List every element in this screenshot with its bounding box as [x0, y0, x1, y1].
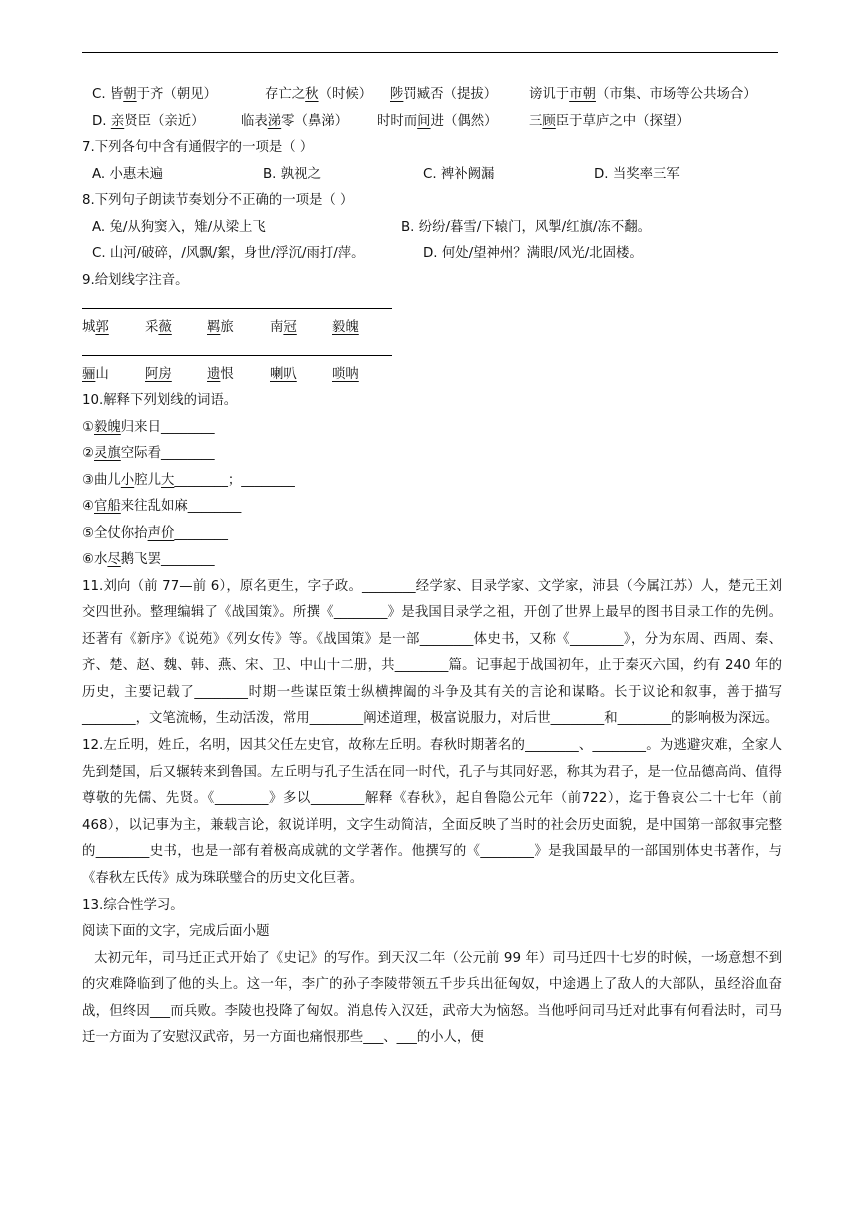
q9-blank-line-1[interactable] — [82, 308, 392, 309]
q7-options — [92, 162, 792, 189]
q7-stem-text: 7.下列各句中含有通假字的一项是（ ） — [82, 140, 314, 155]
q9-word-2 — [145, 314, 172, 341]
q6c-item-2-gloss: （时候） — [318, 87, 373, 102]
q9-answer-blanks-1 — [82, 294, 782, 314]
q13-stem-text: 13.综合性学习。 — [82, 897, 184, 913]
q6-option-d — [92, 109, 792, 136]
q10-item-5 — [82, 521, 782, 548]
q10-item-5-underlined: 声价 — [147, 525, 175, 541]
q10-item-1-num: ① — [82, 419, 95, 435]
q6c-item-3 — [390, 82, 497, 109]
q10-item-6 — [82, 547, 782, 574]
q9-word-2-pre: 采 — [145, 320, 159, 335]
q6d-item-1-underlined: 亲 — [110, 113, 125, 129]
q9-blank-line-2[interactable] — [82, 355, 392, 356]
q6d-item-1 — [92, 109, 205, 136]
q6d-label: D. — [92, 113, 111, 129]
q10-item-3-underlined-1: 小 — [120, 472, 135, 488]
q7-option-a[interactable]: A. 小惠未遍 — [92, 166, 163, 182]
q7-option-c[interactable]: C. 裨补阙漏 — [423, 166, 495, 182]
q10-item-4-rest[interactable]: 来往乱如麻________ — [120, 499, 242, 514]
q10-item-5-pre: 全仗你抬 — [94, 525, 148, 541]
q8-option-d[interactable]: D. 何处/望神州？满眼/风光/北固楼。 — [423, 246, 643, 261]
q8-option-b[interactable]: B. 纷纷/暮雪/下辕门，风掣/红旗/冻不翻。 — [401, 219, 651, 235]
q10-item-4-num: ④ — [82, 499, 95, 514]
q6c-item-4 — [529, 82, 757, 109]
q10-item-2-underlined: 灵旗 — [94, 446, 121, 461]
q9-stem-text: 9.给划线字注音。 — [82, 272, 189, 288]
q9-answer-blanks-2 — [82, 341, 782, 361]
q9-word-1-underlined: 郭 — [95, 320, 109, 335]
q6c-item-3-gloss: 罚臧否（提拔） — [403, 87, 498, 102]
q8-stem — [82, 188, 782, 215]
q9-word-3-post: 旅 — [220, 320, 234, 335]
q7-option-d[interactable]: D. 当奖率三军 — [594, 166, 680, 182]
q6d-item-2 — [241, 109, 348, 136]
q10-item-2 — [82, 441, 782, 468]
q10-item-5-num: ⑤ — [82, 525, 95, 541]
q6c-item-1-gloss: 于齐（朝见） — [136, 87, 217, 102]
q10-stem — [82, 388, 782, 415]
q10-item-1-rest[interactable]: 归来日________ — [120, 419, 215, 435]
worksheet-page — [82, 82, 782, 1052]
q9-word-9-underlined: 喇叭 — [270, 367, 297, 382]
q6c-item-1-underlined: 朝 — [123, 87, 137, 102]
q11-text: 11.刘向（前 77—前 6），原名更生，字子政。________经学家、目录学家、文学家，沛县（今属江苏）人，楚元王刘交四世孙。整理编辑了《战国策》。所撰《________》是我国目录学之祖，开创了世界上最早的图书目录工作的先例。还著有《新序》《说苑》《列女传》等。《战国策》是一部________体史书，又称《________》，分为东周、西周、秦、齐、楚、赵、魏、韩、燕、宋、卫、中山十二册，共________篇。记事起于战国初年，止于秦灭六国，约有 240 年的历史，主要记载了________时期一些谋臣策士纵横捭阖的斗争及其有关的言论和谋略。长于议论和叙事，善于描写________，文笔流畅，生动活泼，常用________阐述道理，极富说服力，对后世________和________的影响极为深远。 — [82, 578, 782, 727]
q8-stem-text: 8.下列句子朗读节奏划分不正确的一项是（ ） — [82, 193, 354, 208]
q6c-item-2-underlined: 秋 — [305, 87, 319, 102]
q9-word-3-underlined: 羁 — [207, 320, 221, 335]
q10-item-3-rest[interactable]: ________；________ — [174, 472, 295, 488]
q8-options-row-1 — [92, 215, 792, 242]
q10-item-6-underlined: 尽 — [107, 552, 121, 567]
q6c-label: C. 皆 — [92, 87, 124, 102]
q9-row-2 — [82, 361, 782, 388]
q6d-item-4-underlined: 顾 — [542, 113, 556, 129]
q10-item-5-rest[interactable]: ________ — [174, 525, 228, 541]
q6d-item-4 — [529, 109, 690, 136]
q13-instruction-text: 阅读下面的文字，完成后面小题 — [82, 924, 270, 940]
q6d-item-1-gloss: 贤臣（亲近） — [124, 113, 205, 129]
q10-item-2-rest[interactable]: 空际看________ — [120, 446, 215, 461]
q6d-item-3-underlined: 间 — [417, 113, 431, 129]
q9-word-8-underlined: 遗 — [207, 367, 221, 382]
q6d-item-3-gloss: 进（偶然） — [430, 113, 498, 129]
q8-options-row-2 — [92, 241, 792, 268]
q6d-item-2-gloss: 零（鼻涕） — [281, 113, 349, 129]
q10-item-1-underlined: 毅魄 — [94, 419, 121, 435]
q6d-item-2-underlined: 涕 — [267, 113, 282, 129]
q9-stem — [82, 268, 782, 295]
q9-word-10-underlined: 唢呐 — [332, 367, 359, 382]
q6c-item-4-pre: 谤讥于 — [529, 87, 570, 102]
q9-word-8 — [207, 361, 234, 388]
q9-word-3 — [207, 314, 234, 341]
q9-word-4-underlined: 冠 — [283, 320, 297, 335]
q8-option-a[interactable]: A. 兔/从狗窦入，雉/从梁上飞 — [92, 219, 266, 235]
q10-item-4 — [82, 494, 782, 521]
q6c-item-3-underlined: 陟 — [390, 87, 404, 102]
q9-word-6 — [82, 361, 109, 388]
q9-word-10 — [332, 361, 359, 388]
q6d-item-3 — [377, 109, 498, 136]
q9-word-4 — [270, 314, 297, 341]
q8-option-c[interactable]: C. 山河/破碎，/风飘/絮，身世/浮沉/雨打/萍。 — [92, 246, 365, 261]
q10-stem-text: 10.解释下列划线的词语。 — [82, 393, 238, 408]
q9-word-7 — [145, 361, 172, 388]
q13-stem — [82, 893, 782, 920]
q6d-item-2-pre: 临表 — [241, 113, 268, 129]
q10-item-1 — [82, 415, 782, 442]
q9-word-1 — [82, 314, 109, 341]
q6d-item-4-pre: 三 — [529, 113, 543, 129]
q9-word-7-underlined: 阿房 — [145, 367, 172, 382]
q10-item-6-pre: 水 — [94, 552, 108, 567]
q13-passage — [82, 946, 782, 1052]
q6d-item-4-gloss: 臣于草庐之中（探望） — [555, 113, 690, 129]
q10-item-6-rest[interactable]: 鹅飞罢________ — [120, 552, 215, 567]
q6c-item-2 — [265, 82, 372, 109]
q10-item-3-pre: 曲儿 — [94, 472, 121, 488]
q13-instruction — [82, 919, 782, 946]
q9-word-2-underlined: 薇 — [158, 320, 172, 335]
q12-paragraph — [82, 733, 782, 893]
q9-word-5 — [332, 314, 359, 341]
q11-paragraph — [82, 574, 782, 734]
q6c-item-4-gloss: （市集、市场等公共场合） — [595, 87, 757, 102]
q10-item-3 — [82, 468, 782, 495]
q12-text: 12.左丘明，姓丘，名明，因其父任左史官，故称左丘明。春秋时期著名的________、________。为逃避灾难，全家人先到楚国，后又辗转来到鲁国。左丘明与孔子生活在同一时代，孔子与其同好恶，称其为君子，是一位品德高尚、值得尊敬的先儒、先贤。《________》多以________解释《春秋》，起自鲁隐公元年（前722），迄于鲁哀公二十七年（前 468），以记事为主，兼载言论，叙说详明，文字生动简洁，全面反映了当时的社会历史面貌，是中国第一部叙事完整的________史书，也是一部有着极高成就的文学著作。他撰写的《________》是我国最早的一部国别体史书著作，与《春秋左氏传》成为珠联璧合的历史文化巨著。 — [82, 738, 782, 887]
q6c-item-2-pre: 存亡之 — [265, 87, 306, 102]
q6d-item-3-pre: 时时而 — [377, 113, 418, 129]
q10-item-6-num: ⑥ — [82, 552, 95, 567]
q9-word-1-pre: 城 — [82, 320, 96, 335]
q10-item-4-underlined: 官船 — [94, 499, 121, 514]
q9-word-5-underlined: 毅魄 — [332, 320, 359, 335]
header-rule — [82, 52, 778, 53]
q6-option-c — [92, 82, 792, 109]
q9-word-4-pre: 南 — [270, 320, 284, 335]
q9-row-1 — [82, 314, 782, 341]
q6c-item-1 — [92, 82, 217, 109]
q10-item-3-underlined-2: 大 — [160, 472, 175, 488]
q9-word-8-post: 恨 — [220, 367, 234, 382]
q6c-item-4-underlined: 市朝 — [569, 87, 596, 102]
q10-item-2-num: ② — [82, 446, 95, 461]
q9-word-6-post: 山 — [95, 367, 109, 382]
q7-option-b[interactable]: B. 孰视之 — [263, 166, 321, 182]
q7-stem — [82, 135, 782, 162]
q10-item-3-num: ③ — [82, 472, 95, 488]
q13-passage-text: 太初元年，司马迁正式开始了《史记》的写作。到天汉二年（公元前 99 年）司马迁四十七岁的时候，一场意想不到的灾难降临到了他的头上。这一年，李广的孙子李陵带领五千步兵出征匈奴，中途遇上了敌人的大部队，虽经浴血奋战，但终因___而兵败。李陵也投降了匈奴。消息传入汉廷，武帝大为恼怒。当他呼问司马迁对此事有何看法时，司马迁一方面为了安慰汉武帝，另一方面也痛恨那些___、___的小人，便 — [82, 950, 782, 1046]
q10-item-3-mid: 腔儿 — [134, 472, 161, 488]
q9-word-6-underlined: 骊 — [82, 367, 96, 382]
q9-word-9 — [270, 361, 297, 388]
